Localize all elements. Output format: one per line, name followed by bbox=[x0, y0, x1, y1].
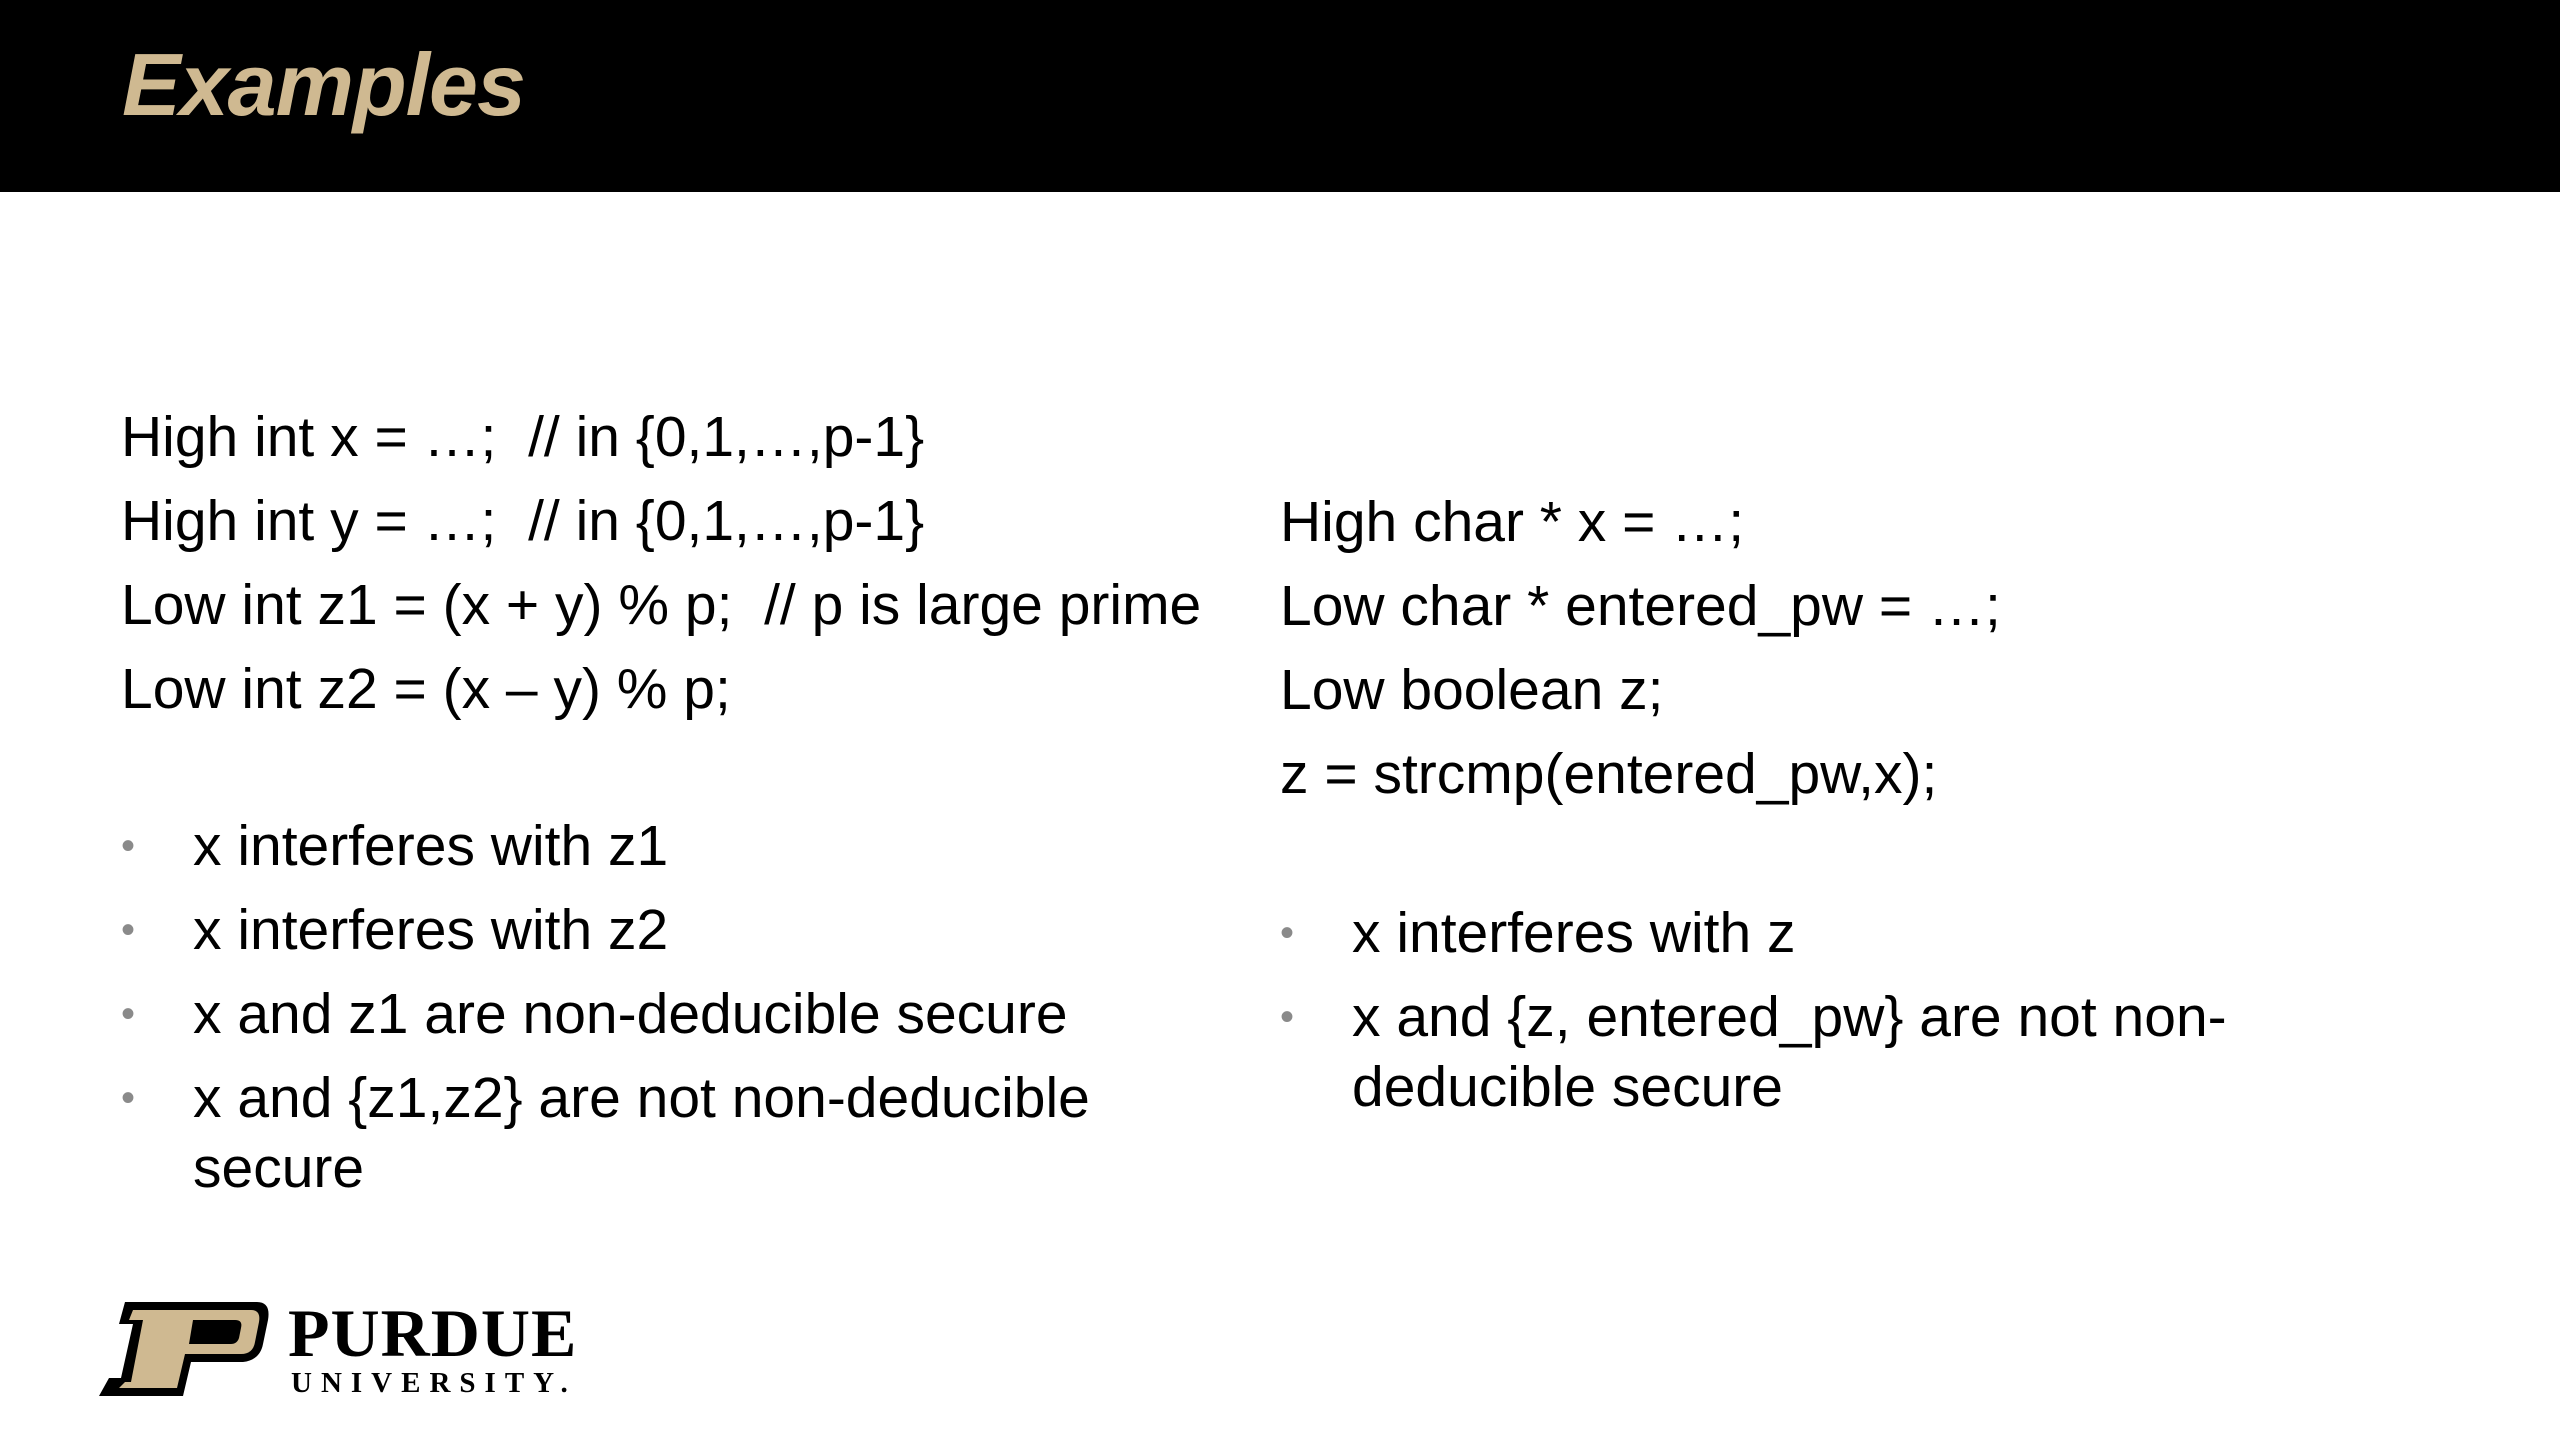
bullet-item bbox=[121, 895, 1271, 965]
code-line: High int y = …; // in {0,1,…,p-1} bbox=[121, 489, 925, 553]
bullet-item bbox=[1280, 898, 2430, 968]
bullet-text: x interferes with z1 bbox=[193, 814, 669, 878]
code-line: Low int z1 = (x + y) % p; // p is large prime bbox=[121, 573, 1202, 637]
spacer bbox=[121, 731, 1271, 811]
bullet-text: x and z1 are non-deducible secure bbox=[193, 982, 1068, 1046]
purdue-p-motion-mark-icon bbox=[95, 1300, 275, 1400]
bullet-icon: • bbox=[121, 824, 136, 868]
title-bar bbox=[0, 0, 2560, 192]
bullet-text: x interferes with z2 bbox=[193, 898, 669, 962]
bullet-icon: • bbox=[121, 992, 136, 1036]
bullet-item bbox=[121, 811, 1271, 881]
bullet-text: x interferes with z bbox=[1352, 901, 1796, 965]
bullet-list bbox=[1280, 898, 2430, 1122]
bullet-item bbox=[1280, 982, 2430, 1122]
bullet-text: x and {z, entered_pw} are not non-deducible secure bbox=[1352, 985, 2227, 1119]
bullet-list bbox=[121, 811, 1271, 1203]
bullet-icon: • bbox=[121, 908, 136, 952]
code-line: Low int z2 = (x – y) % p; bbox=[121, 657, 731, 721]
purdue-logo bbox=[95, 1295, 635, 1410]
slide-title: Examples bbox=[122, 35, 525, 134]
code-line: High int x = …; // in {0,1,…,p-1} bbox=[121, 405, 925, 469]
bullet-icon: • bbox=[1280, 911, 1295, 955]
bullet-item bbox=[121, 979, 1271, 1049]
spacer bbox=[1280, 816, 2430, 898]
bullet-icon: • bbox=[1280, 995, 1295, 1039]
code-line: z = strcmp(entered_pw,x); bbox=[1280, 742, 1938, 806]
bullet-text: x and {z1,z2} are not non-deducible secure bbox=[193, 1066, 1090, 1200]
code-line: High char * x = …; bbox=[1280, 490, 1745, 554]
right-column bbox=[1280, 480, 2430, 1136]
left-column bbox=[121, 395, 1271, 1217]
bullet-icon: • bbox=[121, 1076, 136, 1120]
logo-wordmark: PURDUE bbox=[288, 1295, 578, 1371]
bullet-item bbox=[121, 1063, 1271, 1203]
code-line: Low char * entered_pw = …; bbox=[1280, 574, 2001, 638]
code-line: Low boolean z; bbox=[1280, 658, 1664, 722]
logo-subtitle: UNIVERSITY. bbox=[291, 1367, 577, 1399]
